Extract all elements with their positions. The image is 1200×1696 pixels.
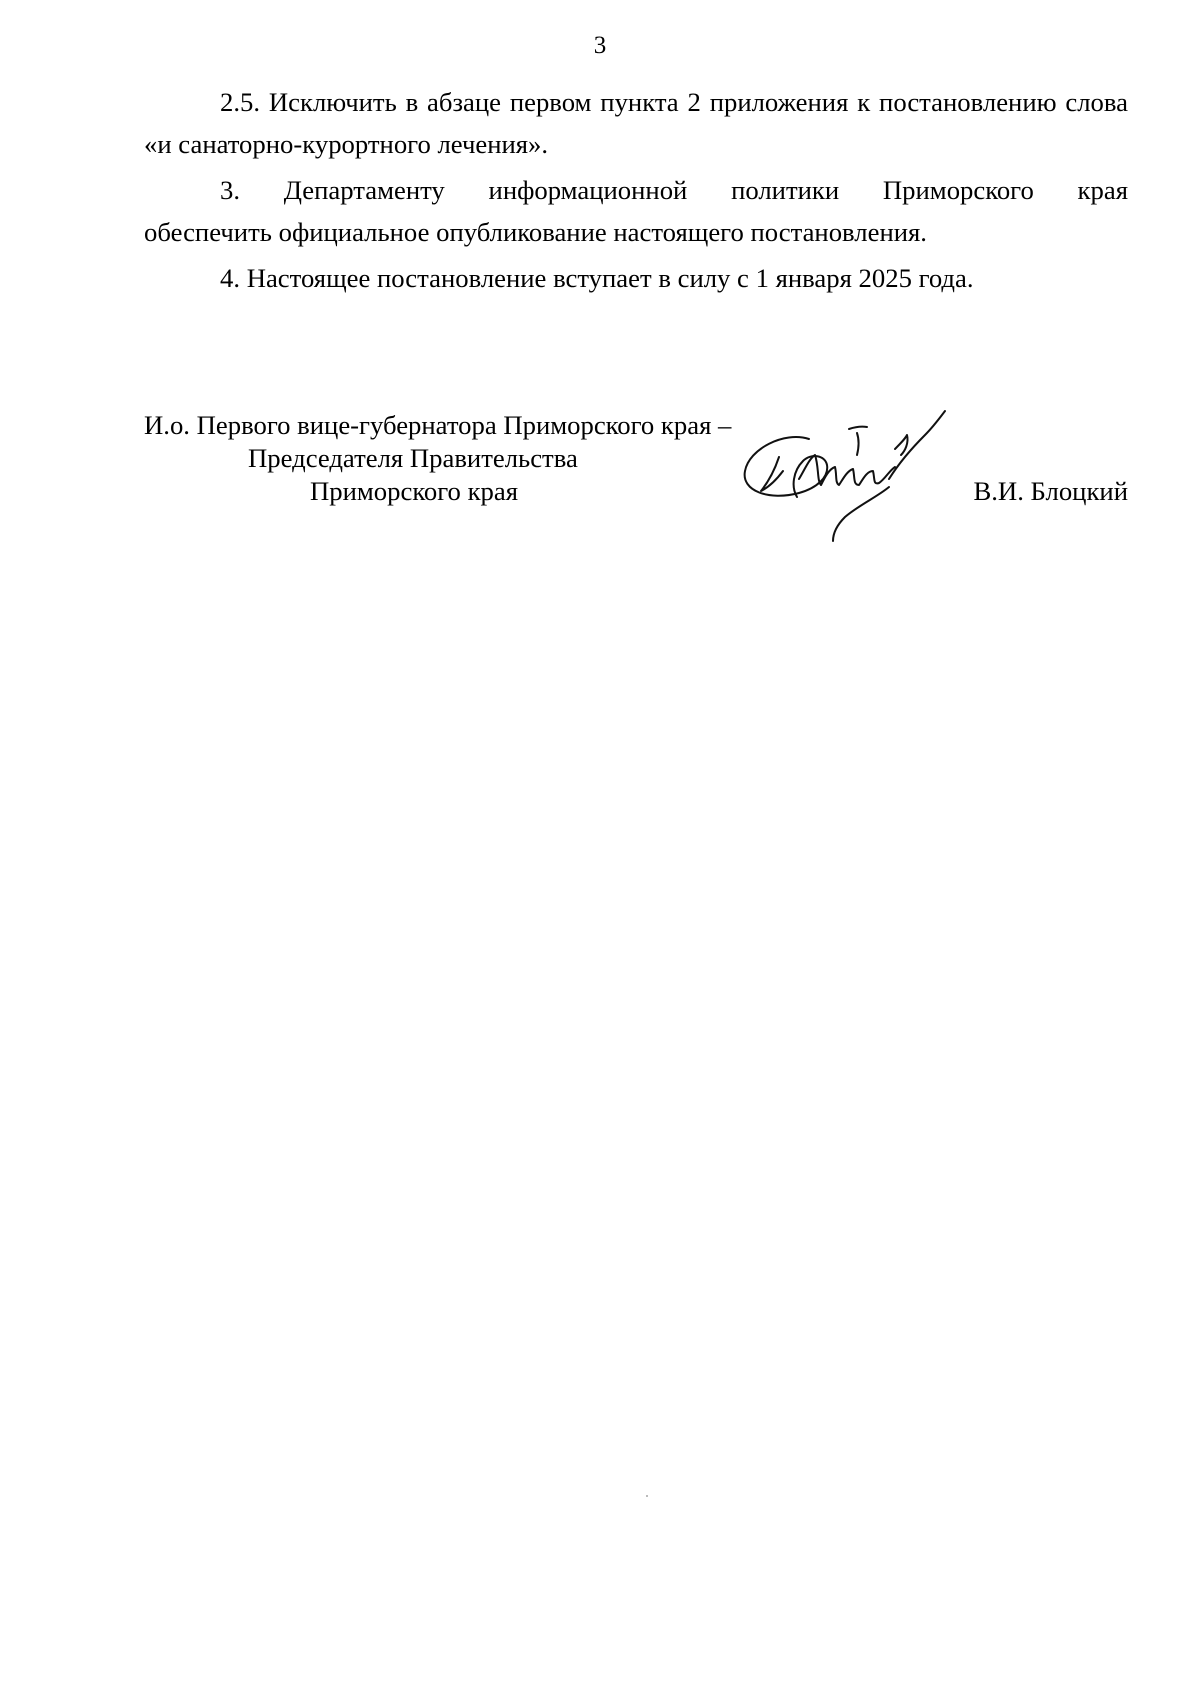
signer-name: В.И. Блоцкий (973, 476, 1128, 506)
signatory-title-line-3: Приморского края (310, 476, 518, 506)
paragraph-item-2-5: 2.5. Исключить в абзаце первом пункта 2 приложения к постановлению слова «и санаторно-курортного лечения». (144, 87, 1128, 159)
signatory-title-line-2: Председателя Правительства (248, 443, 578, 473)
signatory-title-line-1: И.о. Первого вице-губернатора Приморского края – (144, 410, 732, 440)
paragraph-item-4: 4. Настоящее постановление вступает в силу с 1 января 2025 года. (220, 263, 974, 293)
handwritten-signature (739, 409, 959, 544)
signature-block (144, 409, 1128, 549)
document-body (144, 81, 1128, 303)
page-number: 3 (593, 32, 607, 59)
paragraph-item-3-first-line: 3. Департаменту информационной политики Приморского края (220, 175, 1128, 205)
paragraph-item-3-continuation: обеспечить официальное опубликование настоящего постановления. (144, 217, 927, 247)
scan-speck (646, 1495, 648, 1497)
